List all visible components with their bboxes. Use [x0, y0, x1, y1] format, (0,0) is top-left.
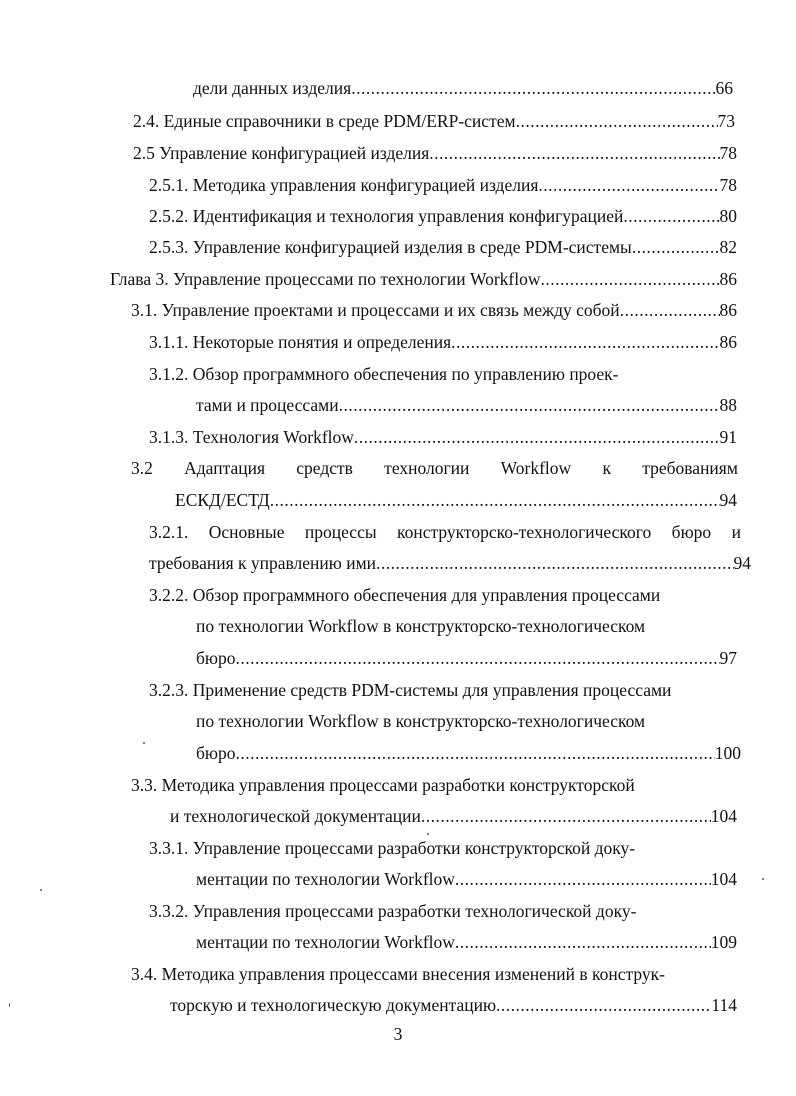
toc-word: технологии [384, 458, 470, 478]
toc-entry-page: 94 [719, 490, 737, 510]
toc-entry-page: 104 [710, 806, 737, 826]
toc-entry-text: бюро [196, 743, 236, 763]
toc-leader-dots [455, 867, 711, 891]
toc-word: требованиям [642, 458, 738, 478]
toc-entry-text: ментации по технологии Workflow [196, 869, 455, 889]
toc-entry [193, 76, 733, 100]
toc-entry [131, 773, 741, 797]
toc-word: конструкторско-технологического [397, 522, 652, 542]
toc-leader-dots [632, 235, 720, 259]
toc-entry-text: 3.3.2. Управления процессами разработки технологической доку- [149, 901, 637, 921]
toc-word: 3.2.1. [149, 522, 189, 542]
toc-word: и [731, 522, 741, 542]
toc-entry [149, 235, 737, 259]
toc-entry-continuation [170, 804, 737, 828]
toc-entry-text: 2.5.3. Управление конфигурацией изделия в среде PDM-системы [149, 237, 632, 257]
toc-entry-text: ментации по технологии Workflow [196, 932, 455, 952]
toc-entry [149, 330, 737, 354]
toc-entry-page: 91 [719, 427, 737, 447]
toc-leader-dots [538, 173, 719, 197]
toc-word: бюро [671, 522, 712, 542]
toc-leader-dots [351, 76, 715, 100]
toc-entry-continuation [175, 488, 737, 512]
toc-entry-page: 66 [715, 78, 733, 98]
toc-entry-continuation [196, 646, 737, 670]
toc-entry-text: по технологии Workflow в конструкторско-технологическом [196, 616, 646, 636]
toc-entry-page: 73 [717, 111, 735, 131]
toc-entry-page: 114 [711, 995, 737, 1015]
toc-leader-dots [421, 804, 711, 828]
toc-entry [149, 204, 737, 228]
toc-leader-dots [270, 488, 720, 512]
toc-entry [149, 362, 737, 386]
toc-leader-dots [235, 646, 719, 670]
scan-speck [40, 889, 42, 891]
toc-entry-text: по технологии Workflow в конструкторско-технологическом [196, 711, 646, 731]
toc-entry-page: 86 [719, 300, 737, 320]
toc-entry [149, 583, 741, 607]
toc-entry-text: тами и процессами [196, 395, 339, 415]
toc-entry-text: 2.4. Единые справочники в среде PDM/ERP-систем [133, 111, 516, 131]
toc-leader-dots [620, 298, 720, 322]
toc-leader-dots [451, 330, 719, 354]
toc-entry-text: 3.1.1. Некоторые понятия и определения [149, 332, 452, 352]
toc-entry-text: дели данных изделия [193, 78, 352, 98]
toc-word: Основные [208, 522, 285, 542]
toc-leader-dots [429, 141, 719, 165]
toc-leader-dots [540, 267, 719, 291]
toc-entry-justified [131, 456, 738, 480]
toc-entry-continuation [196, 393, 737, 417]
toc-entry-text: 3.4. Методика управления процессами внесения изменений в конструк- [131, 964, 665, 984]
scan-speck [143, 742, 145, 744]
toc-entry-continuation [196, 930, 737, 954]
toc-leader-dots [455, 930, 711, 954]
toc-entry-text: Глава 3. Управление процессами по технологии Workflow [110, 269, 541, 289]
toc-leader-dots [354, 425, 720, 449]
toc-entry-continuation [196, 867, 737, 891]
toc-entry-text: 3.1.3. Технология Workflow [149, 427, 354, 447]
toc-entry-page: 78 [719, 175, 737, 195]
scan-speck [9, 1003, 10, 1007]
toc-entry [149, 173, 737, 197]
toc-word: Адаптация [184, 458, 265, 478]
toc-entry-text: бюро [196, 648, 236, 668]
toc-entry [133, 109, 735, 133]
toc-entry-text: требования к управлению ими [149, 553, 377, 573]
toc-entry [149, 899, 741, 923]
toc-entry-text: 3.3. Методика управления процессами разработки конструкторской [131, 775, 635, 795]
toc-word: процессы [304, 522, 377, 542]
toc-entry-text: и технологической документации [170, 806, 421, 826]
toc-leader-dots [235, 741, 714, 765]
toc-word: средств [296, 458, 353, 478]
toc-entry-continuation [196, 741, 741, 765]
toc-entry-page: 86 [719, 332, 737, 352]
toc-entry-page: 80 [719, 206, 737, 226]
toc-chapter-entry [110, 267, 737, 291]
toc-entry-page: 82 [719, 237, 737, 257]
toc-entry [149, 678, 741, 702]
toc-entry-continuation [170, 993, 737, 1017]
toc-entry [149, 425, 737, 449]
toc-entry-text: 2.5.1. Методика управления конфигурацией изделия [149, 175, 539, 195]
toc-entry-page: 78 [719, 143, 737, 163]
toc-leader-dots [516, 109, 718, 133]
toc-word: 3.2 [131, 458, 153, 478]
toc-leader-dots [496, 993, 711, 1017]
toc-word: Workflow [500, 458, 572, 478]
toc-leader-dots [623, 204, 719, 228]
page-number: 3 [393, 1024, 403, 1044]
toc-entry [149, 836, 741, 860]
toc-entry-text: 3.2.2. Обзор программного обеспечения для управления процессами [149, 585, 661, 605]
toc-leader-dots [376, 551, 733, 575]
toc-entry-page: 100 [714, 743, 741, 763]
toc-entry [131, 298, 737, 322]
toc-entry-continuation [149, 551, 751, 575]
toc-entry-text: ЕСКД/ЕСТД [175, 490, 270, 510]
toc-entry-continuation [196, 709, 741, 733]
toc-entry-text: 3.1. Управление проектами и процессами и их связь между собой [131, 300, 620, 320]
toc-entry-page: 88 [719, 395, 737, 415]
scan-speck [427, 833, 429, 835]
toc-entry-page: 86 [719, 269, 737, 289]
toc-entry-page: 97 [719, 648, 737, 668]
toc-entry-page: 109 [710, 932, 737, 952]
toc-entry-page: 104 [710, 869, 737, 889]
scan-speck [762, 878, 764, 880]
toc-entry [133, 141, 737, 165]
toc-entry-text: 3.1.2. Обзор программного обеспечения по управлению проек- [149, 364, 619, 384]
toc-entry-text: 3.2.3. Применение средств PDM-системы для управления процессами [149, 680, 672, 700]
toc-word: к [602, 458, 611, 478]
toc-entry-text: торскую и технологическую документацию [170, 995, 497, 1015]
toc-entry [131, 962, 741, 986]
toc-entry-text: 3.3.1. Управление процессами разработки конструкторской доку- [149, 838, 636, 858]
toc-entry-text: 2.5 Управление конфигурацией изделия [133, 143, 430, 163]
toc-entry-justified [149, 520, 741, 544]
toc-entry-continuation [196, 614, 741, 638]
toc-leader-dots [339, 393, 720, 417]
toc-entry-text: 2.5.2. Идентификация и технология управления конфигурацией [149, 206, 624, 226]
toc-entry-page: 94 [733, 553, 751, 573]
